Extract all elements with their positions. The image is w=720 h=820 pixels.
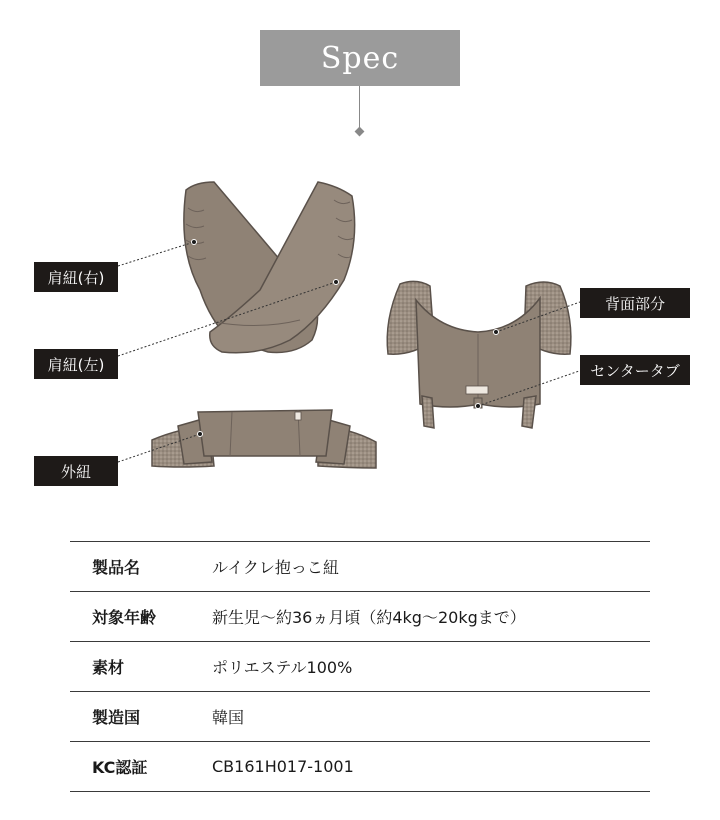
spec-label: 素材: [70, 642, 202, 692]
spec-label: 製品名: [70, 542, 202, 592]
spec-value: 韓国: [202, 692, 650, 742]
dot-shoulder-left: [334, 280, 339, 285]
callout-center-tab: センタータブ: [580, 355, 690, 385]
dot-back-part: [494, 330, 499, 335]
table-row: [70, 692, 650, 742]
spec-value: CB161H017-1001: [202, 742, 650, 792]
callout-shoulder-right: 肩紐(右): [34, 262, 118, 292]
spec-value: ポリエステル100%: [202, 642, 650, 692]
callout-back-part: 背面部分: [580, 288, 690, 318]
section-title: Spec: [260, 30, 460, 86]
spec-label: 製造国: [70, 692, 202, 742]
spec-table: [70, 541, 650, 792]
spec-value: 新生児〜約36ヵ月頃（約4kg〜20kgまで）: [202, 592, 650, 642]
dot-shoulder-right: [192, 240, 197, 245]
spec-value: ルイクレ抱っこ紐: [202, 542, 650, 592]
dot-outer-strap: [198, 432, 203, 437]
table-row: [70, 642, 650, 692]
table-row: [70, 542, 650, 592]
callout-shoulder-left: 肩紐(左): [34, 349, 118, 379]
cross-carrier-illustration: [184, 182, 355, 353]
table-row: [70, 592, 650, 642]
table-row: [70, 742, 650, 792]
spec-label: 対象年齢: [70, 592, 202, 642]
spec-label: KC認証: [70, 742, 202, 792]
dot-center-tab: [476, 404, 481, 409]
leader-shoulder-right: [118, 242, 194, 266]
callout-outer-strap: 外紐: [34, 456, 118, 486]
outer-strap-illustration: [152, 410, 376, 468]
